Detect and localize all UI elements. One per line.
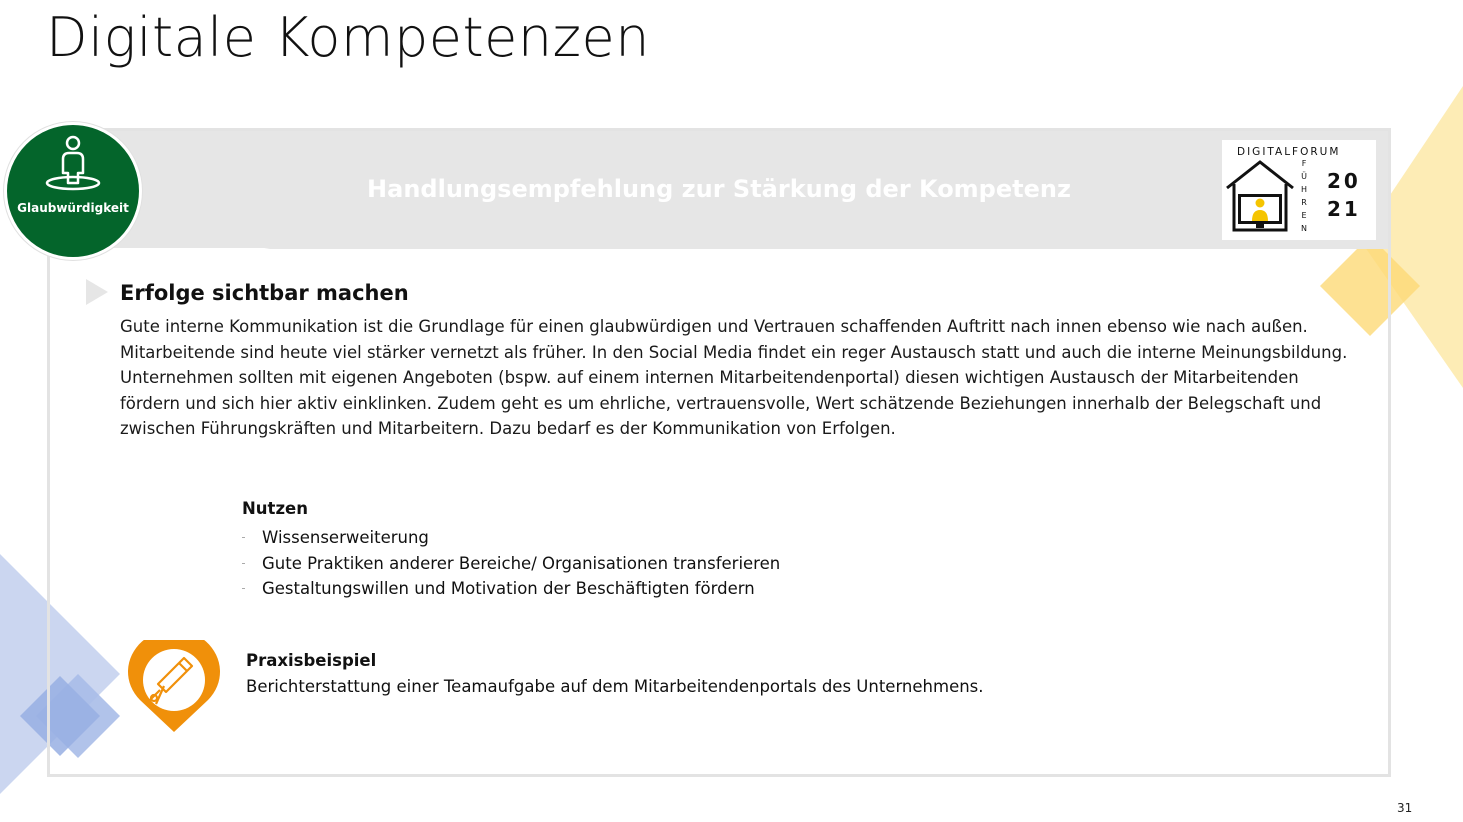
example-text: Berichterstattung einer Teamaufgabe auf dem Mitarbeitendenportals des Unternehmens.	[246, 677, 984, 696]
telescope-pin-icon	[126, 640, 222, 734]
logo-vertical-letter: H	[1300, 185, 1308, 194]
example-heading: Praxisbeispiel	[246, 651, 377, 670]
logo-vertical-letter: Ü	[1301, 172, 1307, 181]
logo-year-top: 20	[1327, 169, 1361, 193]
list-item: Gestaltungswillen und Motivation der Beschäftigten fördern	[242, 576, 780, 602]
logo-vertical-letter: R	[1301, 198, 1307, 207]
logo-year-bottom: 21	[1327, 197, 1361, 221]
page-title: Digitale Kompetenzen	[46, 6, 650, 69]
triangle-bullet-icon	[86, 279, 108, 305]
benefits-heading: Nutzen	[242, 499, 308, 518]
logo-top-text: DIGITALFORUM	[1237, 146, 1341, 158]
list-item: Wissenserweiterung	[242, 525, 780, 551]
badge-label: Glaubwürdigkeit	[17, 201, 129, 215]
banner-title: Handlungsempfehlung zur Stärkung der Kompetenz	[367, 175, 1071, 203]
banner	[50, 131, 1388, 249]
logo-vertical-letter: F	[1301, 159, 1307, 168]
list-item: Gute Praktiken anderer Bereiche/ Organisationen transferieren	[242, 551, 780, 577]
page-number: 31	[1397, 801, 1413, 815]
competence-badge	[4, 122, 142, 260]
logo-vertical-letter: E	[1301, 211, 1307, 220]
logo-vertical-letter: N	[1301, 224, 1307, 233]
section-heading: Erfolge sichtbar machen	[120, 281, 409, 305]
section-text: Gute interne Kommunikation ist die Grundlage für einen glaubwürdigen und Vertrauen schaffenden Auftritt nach innen ebenso wie nach außen. Mitarbeitende sind heute viel stärker vernetzt als früher. In den Social Media findet ein reger Austausch statt und auch die interne Meinungsbildung. Unternehmen sollten mit eigenen Angeboten (bspw. auf einem internen Mitarbeitendenportal) diesen wichtigen Austausch der Mitarbeitenden fördern und sich hier aktiv einklinken. Zudem geht es um ehrliche, vertrauensvolle, Wert schätzende Beziehungen innerhalb der Belegschaft und zwischen Führungskräften und Mitarbeitern. Dazu bedarf es der Kommunikation von Erfolgen.	[120, 317, 1348, 438]
digitalforum-logo	[1222, 140, 1376, 240]
person-icon	[43, 133, 103, 195]
benefits-list	[242, 525, 780, 602]
